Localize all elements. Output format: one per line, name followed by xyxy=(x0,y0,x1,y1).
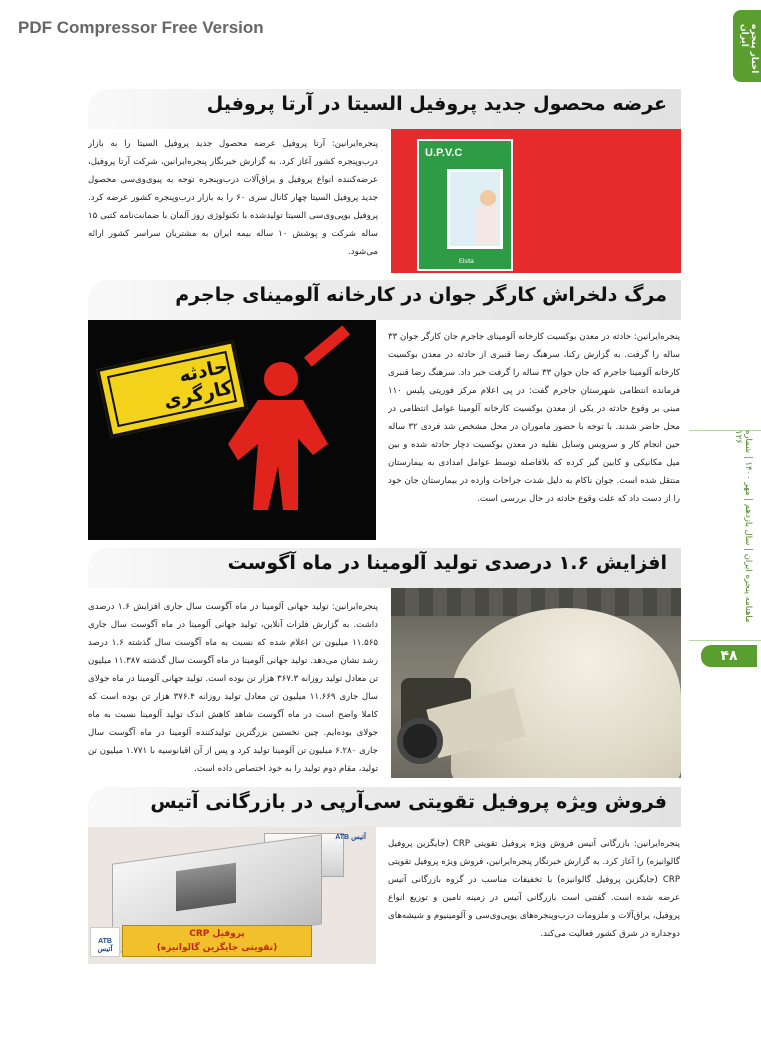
article-headline: عرضه محصول جدید پروفیل السیتا در آرتا پروفیل xyxy=(206,93,667,115)
headline-bar xyxy=(88,548,681,588)
falling-figure-arm xyxy=(304,325,350,366)
article-headline: مرگ دلخراش کارگر جوان در کارخانه آلومینای جاجرم xyxy=(175,284,667,306)
brochure-cover xyxy=(417,139,513,271)
headline-bar xyxy=(88,280,681,320)
article-body: پنجره‌ایرانین: بازرگانی آتیس فروش ویژه پروفیل تقویتی CRP (جایگزین پروفیل گالوانیزه) را آغاز کرد. به گزارش خبرنگار پنجره‌ایرانین، فروش ویژه پروفیل تقویتی CRP (جایگزین پروفیل گالوانیزه) با تخفیفات مناسب در گروه بازرگانی آتیس عرضه شده است. گفتنی است بازرگانی آتیس در زمینه تامین و توزیع انواع پروفیل، یراق‌آلات و ملزومات درب‌وپنجره‌های یوپی‌وی‌سی و آلومینیوم و شیشه‌های دوجداره در شرق کشور فعالیت می‌کند. xyxy=(388,839,680,939)
warning-sign-text: حادثه کارگری xyxy=(107,351,237,427)
article-headline: فروش ویژه پروفیل تقویتی سی‌آرپی در بازرگانی آتیس xyxy=(150,791,667,813)
work-accident-image xyxy=(88,320,376,540)
headline-bar xyxy=(88,89,681,129)
article-alumina xyxy=(88,548,681,784)
article-accident xyxy=(88,280,681,542)
side-divider xyxy=(689,640,761,641)
falling-figure-body xyxy=(228,400,328,510)
section-tab xyxy=(733,10,761,82)
headline-bar xyxy=(88,787,681,827)
article-body: پنجره‌ایرانین: حادثه در معدن بوکسیت کارخانه آلومینای جاجرم جان کارگر جوان ۳۳ ساله را گرفت. به گزارش رکنا، سرهنگ رضا قنبری از حادثه در معدن بوکسیت کارخانه آلومینا جاجرم که جان جوان ۳۳ ساله را گرفت خبر داد. سرهنگ رضا قنبری فرمانده انتظامی شهرستان جاجرم گفت: در پی اعلام مرکز فوریتی پلیس ۱۱۰ مبنی بر وقوع حادثه در یکی از معدن بوکسیت کارخانه آلومینا عوامل انتظامی در محل حاضر شدند. با توجه با حضور ماموران در محل مشخص شد فردی ۳۲ ساله حین انجام کار و سرویس وسایل نقلیه در معدن بوکسیت دچار حادثه شده و بین میل مکانیکی و کابین گیر کرده که بلافاصله توسط عوامل امدادی به بیمارستان منتقل شده است. جوان ناکام به دلیل شدت جراحات وارده در بیمارستان جان خود را از دست داد که علت وقوع حادثه در حال بررسی است. xyxy=(388,332,680,504)
crp-profile-image xyxy=(88,827,376,964)
product-label-title: پروفیل CRP xyxy=(189,929,245,939)
page-number: ۴۸ xyxy=(701,645,757,667)
brochure-title: U.P.V.C xyxy=(425,147,463,159)
product-label xyxy=(122,925,312,957)
section-tab-label: اخبار پنجره ایران xyxy=(739,24,759,74)
upvc-brochure-image xyxy=(391,129,681,273)
loader-wheel xyxy=(397,718,443,764)
atis-logo: ATB آتیس xyxy=(335,834,366,841)
article-upvc xyxy=(88,89,681,275)
brochure-logo: Elsita xyxy=(459,259,474,265)
child-head xyxy=(480,190,496,206)
warning-sign xyxy=(96,340,247,438)
alumina-pile xyxy=(451,608,681,778)
article-body: پنجره‌ایرانین: تولید جهانی آلومینا در ماه آگوست سال جاری افزایش ۱.۶ درصدی داشت. به گزارش فلزات آنلاین، تولید جهانی آلومینا در ماه آگوست سال جاری ۱۱.۵۶۵ میلیون تن اعلام شده که نسبت به ماه آگوست سال گذشته ۱.۶ درصد رشد نشان می‌دهد. تولید جهانی آلومینا در ماه آگوست سال گذشته ۱۱.۳۸۷ میلیون تن معادل تولید روزانه ۳۶۷.۳ هزار تن بوده است. تولید جهانی آلومینا در ماه جولای سال جاری ۱۱.۶۶۹ میلیون تن معادل تولید روزانه ۳۷۶.۴ هزار تن بوده است که کاملا واضح است در ماه آگوست شاهد کاهش اندک تولید آلومینا نسبت به ماه جولای بوده‌ایم. چین نخستین بزرگترین تولیدکننده آلومینا در ماه آگوست سال جاری ۶.۲۸۰ میلیون تن آلومینا تولید کرد و پس از آن اقیانوسیه با ۱.۷۷۱ میلیون تن تولید، مقام دوم تولید را به خود اختصاص داده است. xyxy=(88,602,378,774)
reinforcement-insert xyxy=(176,863,236,911)
child-body xyxy=(476,206,498,244)
article-crp-profile xyxy=(88,787,681,967)
alumina-pile-image xyxy=(391,588,681,778)
issue-meta: ماهنامه پنجره ایران | سال یازدهم | مهر ۱۴۰۰ | شماره ۱۲۶ xyxy=(733,430,753,623)
window-illustration xyxy=(447,169,503,249)
falling-figure-head xyxy=(264,362,298,396)
article-headline: افزایش ۱.۶ درصدی تولید آلومینا در ماه آگوست xyxy=(227,552,667,574)
watermark-text: PDF Compressor Free Version xyxy=(18,18,264,37)
article-body: پنجره‌ایرانین: آرتا پروفیل عرضه محصول جدید پروفیل السیتا را به بازار درب‌وپنجره کشور آغاز کرد. به گزارش خبرنگار پنجره‌ایرانین، شرکت آرتا پروفیل، عرضه‌کننده انواع پروفیل و یراق‌آلات درب‌وپنجره توجه به پیوی‌وی‌سی محصول جدید پروفیل السیتا چهار کانال سری ۶۰ را به بازار درب‌وپنجره کشور عرضه کرد. پروفیل یوپی‌وی‌سی السیتا تولیدشده با تکنولوژی روز آلمان با ضمانت‌نامه کتبی ۱۵ ساله شرکت و پوشش ۱۰ ساله بیمه ایران به مشتریان سراسر کشور ارائه می‌شود. xyxy=(88,139,378,257)
atis-logo: ATB آتیس xyxy=(90,927,120,957)
product-label-subtitle: (تقویتی جایگزین گالوانیزه) xyxy=(156,943,278,953)
